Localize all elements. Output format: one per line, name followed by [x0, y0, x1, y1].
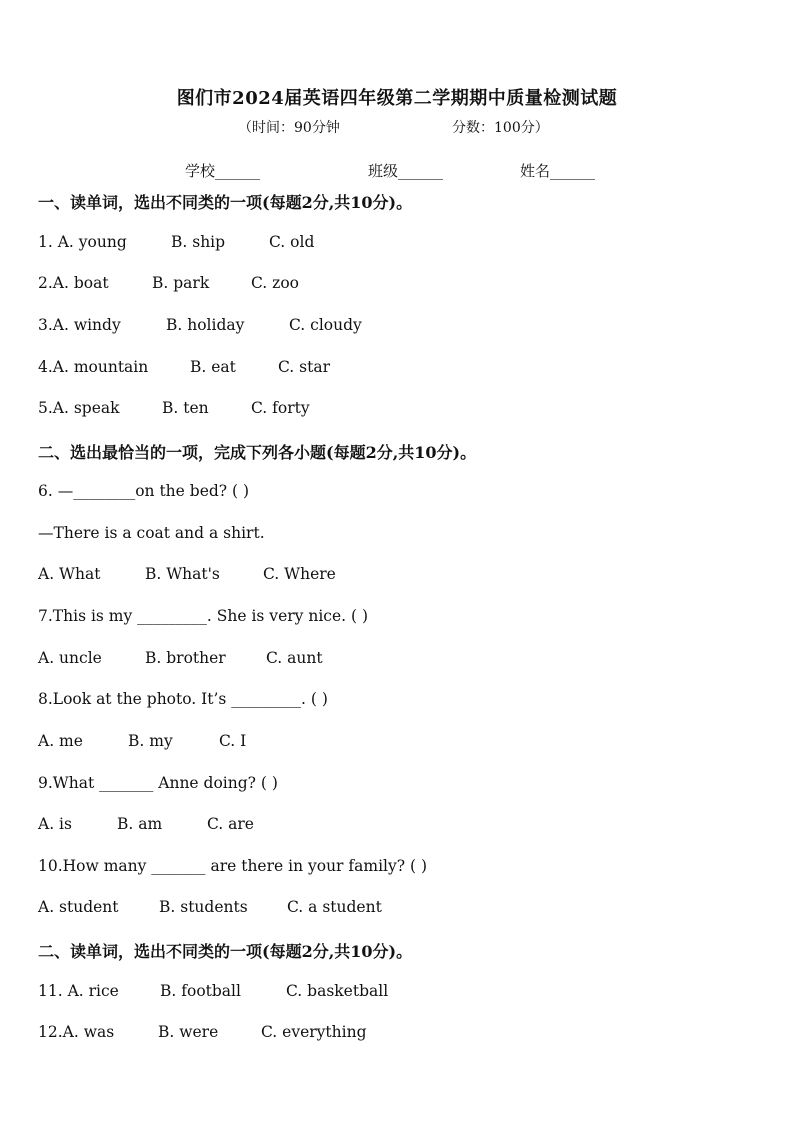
option-b: B. my — [128, 732, 173, 750]
option-c: C. Where — [263, 565, 336, 583]
option-a: 2.A. boat — [38, 274, 109, 292]
section-1-heading: 一、读单词，选出不同类的一项(每题2分,共10分)。 — [38, 193, 413, 212]
option-b: B. eat — [190, 358, 236, 376]
question-7-stem: 7.This is my _________. She is very nice. ( ) — [38, 607, 369, 625]
class-field: 班级______ — [368, 162, 444, 180]
option-a: 4.A. mountain — [38, 358, 149, 376]
option-a: 12.A. was — [38, 1023, 115, 1041]
option-b: B. football — [160, 982, 241, 1000]
question-8-stem: 8.Look at the photo. It’s _________. ( ) — [38, 690, 328, 708]
option-c: C. I — [219, 732, 247, 750]
option-a: 11. A. rice — [38, 982, 119, 1000]
option-b: B. park — [152, 274, 210, 292]
time-limit: （时间：90分钟 — [238, 120, 340, 136]
total-score: 分数：100分） — [452, 120, 549, 136]
option-c: C. aunt — [266, 649, 323, 667]
option-a: A. What — [38, 565, 101, 583]
option-b: B. ten — [162, 399, 209, 417]
option-c: C. basketball — [286, 982, 389, 1000]
option-a: 3.A. windy — [38, 316, 121, 334]
option-a: A. uncle — [38, 649, 102, 667]
section-3-heading: 二、读单词，选出不同类的一项(每题2分,共10分)。 — [38, 942, 413, 961]
option-c: C. star — [278, 358, 330, 376]
option-b: B. ship — [171, 233, 226, 251]
option-b: B. holiday — [166, 316, 245, 334]
option-b: B. What's — [145, 565, 220, 583]
option-a: 1. A. young — [38, 233, 127, 251]
question-6-response: —There is a coat and a shirt. — [38, 524, 265, 542]
option-b: B. am — [117, 815, 163, 833]
option-c: C. a student — [287, 898, 382, 916]
option-c: C. everything — [261, 1023, 367, 1041]
option-b: B. were — [158, 1023, 219, 1041]
question-6-stem: 6. —________on the bed? ( ) — [38, 482, 250, 500]
option-c: C. are — [207, 815, 254, 833]
section-2-heading: 二、选出最恰当的一项，完成下列各小题(每题2分,共10分)。 — [38, 443, 477, 462]
name-field: 姓名______ — [520, 162, 596, 180]
option-a: A. me — [38, 732, 83, 750]
question-10-stem: 10.How many _______ are there in your family? ( ) — [38, 857, 427, 875]
option-c: C. old — [269, 233, 315, 251]
option-c: C. zoo — [251, 274, 299, 292]
question-9-stem: 9.What _______ Anne doing? ( ) — [38, 774, 278, 792]
option-a: 5.A. speak — [38, 399, 120, 417]
option-a: A. is — [38, 815, 72, 833]
option-c: C. cloudy — [289, 316, 362, 334]
page-title: 图们市2024届英语四年级第二学期期中质量检测试题 — [176, 88, 618, 109]
option-a: A. student — [38, 898, 119, 916]
school-field: 学校______ — [185, 162, 261, 180]
option-c: C. forty — [251, 399, 310, 417]
option-b: B. brother — [145, 649, 226, 667]
option-b: B. students — [159, 898, 248, 916]
